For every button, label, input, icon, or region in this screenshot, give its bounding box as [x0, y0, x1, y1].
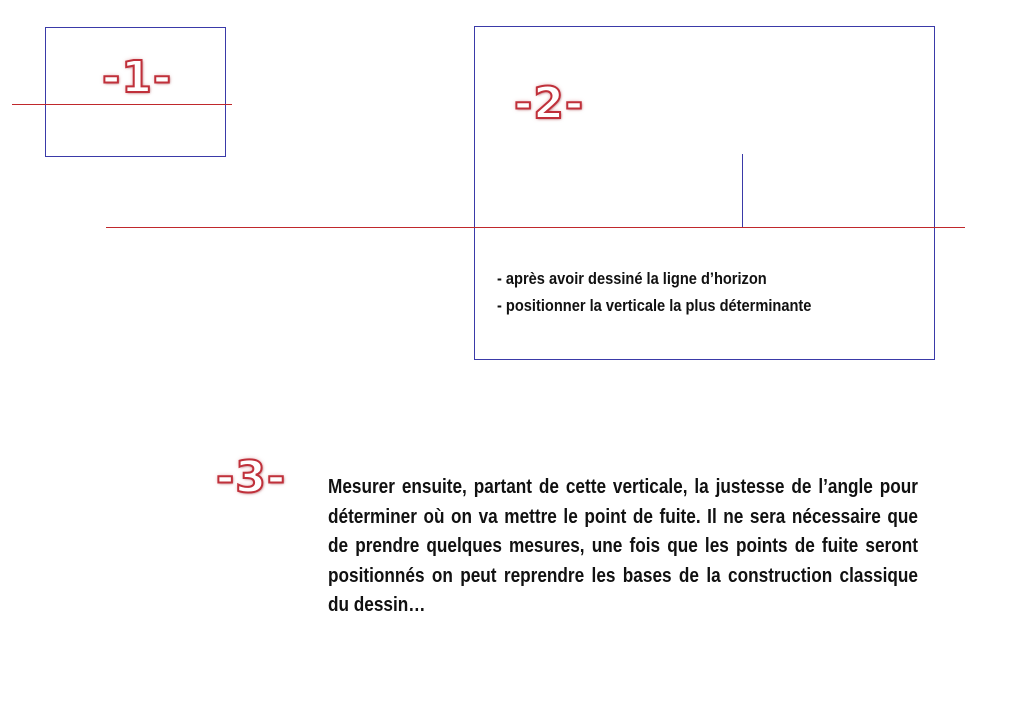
step-2-notes — [497, 265, 811, 319]
step-1-label: -1- — [102, 52, 173, 103]
horizon-line-step-2 — [106, 227, 965, 228]
step-2-label: -2- — [514, 78, 585, 129]
note-vertical: - positionner la verticale la plus déterminante — [497, 296, 812, 315]
step-3-paragraph: Mesurer ensuite, partant de cette verticale, la justesse de l’angle pour déterminer où on va mettre le point de fuite. Il ne sera nécessaire que de prendre quelques mesures, une fois que les points de fuite seront positionnés on peut reprendre les bases de la construction classique du dessin… — [328, 476, 918, 616]
note-horizon: - après avoir dessiné la ligne d’horizon — [497, 269, 767, 288]
determining-vertical-line — [742, 154, 743, 227]
step-3-label: -3- — [216, 452, 287, 503]
horizon-line-step-1 — [12, 104, 232, 105]
